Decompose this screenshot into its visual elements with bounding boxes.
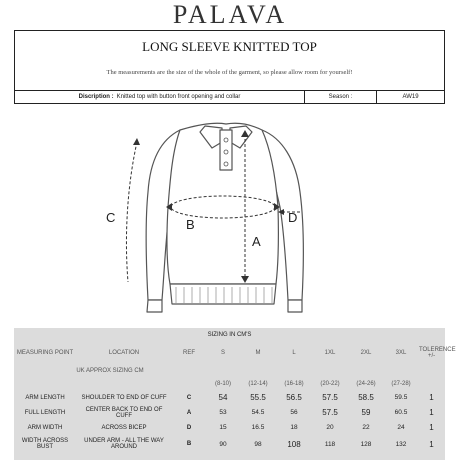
row-value-m: 98 [254,440,262,448]
row-value-1xl: 20 [326,424,334,431]
row-value-1xl: 57.5 [322,408,338,417]
row-ref-letter: B [186,441,192,447]
season-cell [305,91,377,103]
row-ref-letter: C [186,394,192,401]
table-row [14,435,445,453]
row-value-3xl: 132 [395,440,407,448]
row-ref [172,405,206,420]
row-tolerance: 1 [429,439,434,449]
uk-size-l: (16-18) [284,381,304,387]
garment-diagram [0,112,460,327]
header-location: LOCATION [108,350,140,356]
sizing-header-row [14,342,445,364]
measurement-note: The measurements are the size of the whole of the garment, so please allow room for yourself! [106,69,353,76]
header-measuring-point: MEASURING POINT [16,350,74,356]
measure-line-c [126,142,137,282]
row-point: FULL LENGTH [24,409,66,416]
garment-title: LONG SLEEVE KNITTED TOP [142,39,317,54]
row-ref-letter: A [186,409,192,416]
row-value-2xl: 128 [360,440,372,448]
row-location: UNDER ARM - ALL THE WAY AROUND [84,438,164,450]
row-ref [172,420,206,435]
description-text: Knitted top with button front opening and collar [116,94,241,100]
row-value-s: 90 [219,440,227,448]
row-value-1xl: 118 [324,440,336,448]
sizing-table-panel [14,328,456,460]
row-ref [172,435,206,453]
sizing-table [14,328,456,453]
diagram-label-b: B [186,217,195,232]
row-value-m: 55.5 [250,393,266,402]
hem-rib [170,284,276,304]
button-2 [224,150,228,154]
row-value-2xl: 59 [361,408,371,417]
diagram-label-a: A [252,234,261,249]
row-value-l: 18 [290,424,298,431]
header-ref: REF [183,350,195,356]
uk-size-s: (8-10) [214,381,231,387]
season-code: AW19 [402,94,419,100]
row-location: CENTER BACK TO END OF CUFF [85,406,163,419]
row-value-2xl: 22 [362,424,370,431]
diagram-label-c: C [106,210,116,225]
uk-size-row [14,378,445,390]
header-size-m: M [255,350,261,356]
row-point: WIDTH ACROSS BUST [21,438,69,450]
uk-size-m: (12-14) [248,381,268,387]
header-size-3xl: 3XL [395,350,407,356]
row-value-l: 108 [287,439,301,449]
brand-title: PALAVA [172,0,288,29]
description-row [14,90,445,104]
row-ref-letter: D [186,424,192,431]
row-value-l: 56.5 [286,393,302,402]
row-location: SHOULDER TO END OF CUFF [81,394,167,401]
header-size-s: S [220,350,225,356]
diagram-label-d: D [288,210,298,225]
row-value-m: 54.5 [251,409,265,416]
table-row [14,390,445,405]
arrow-c-top [133,138,140,145]
row-value-s: 15 [219,424,227,431]
row-value-3xl: 60.5 [394,409,408,416]
table-row [14,405,445,420]
header-size-2xl: 2XL [360,350,372,356]
uk-sizing-label: UK APPROX SIZING CM [76,368,144,374]
row-point: ARM WIDTH [27,424,63,431]
row-value-3xl: 24 [397,424,405,431]
row-tolerance: 1 [429,393,434,402]
row-point: ARM LENGTH [25,394,65,401]
season-label: Season : [328,94,353,100]
uk-size-2xl: (24-26) [356,381,376,387]
description-cell [15,91,305,103]
row-tolerance: 1 [429,408,434,417]
right-cuff [288,300,302,312]
left-cuff [147,300,162,312]
row-value-l: 56 [290,409,298,416]
row-value-3xl: 59.5 [394,394,408,401]
row-value-s: 54 [218,393,228,402]
uk-size-3xl: (27-28) [391,381,411,387]
sizing-title: SIZING IN CM'S [207,332,252,338]
row-tolerance: 1 [429,423,434,432]
row-location: ACROSS BICEP [101,424,147,431]
row-ref [172,390,206,405]
description-label: Discription : [78,94,114,100]
row-value-2xl: 58.5 [358,393,374,402]
header-tolerance: TOLERENCE +/- [419,347,456,359]
row-value-s: 53 [219,409,227,416]
row-value-m: 16.5 [251,424,265,431]
header-size-l: L [292,350,296,356]
button-1 [224,138,228,142]
table-row [14,420,445,435]
uk-size-1xl: (20-22) [320,381,340,387]
row-value-1xl: 57.5 [322,393,338,402]
button-3 [224,162,228,166]
header-size-1xl: 1XL [324,350,336,356]
